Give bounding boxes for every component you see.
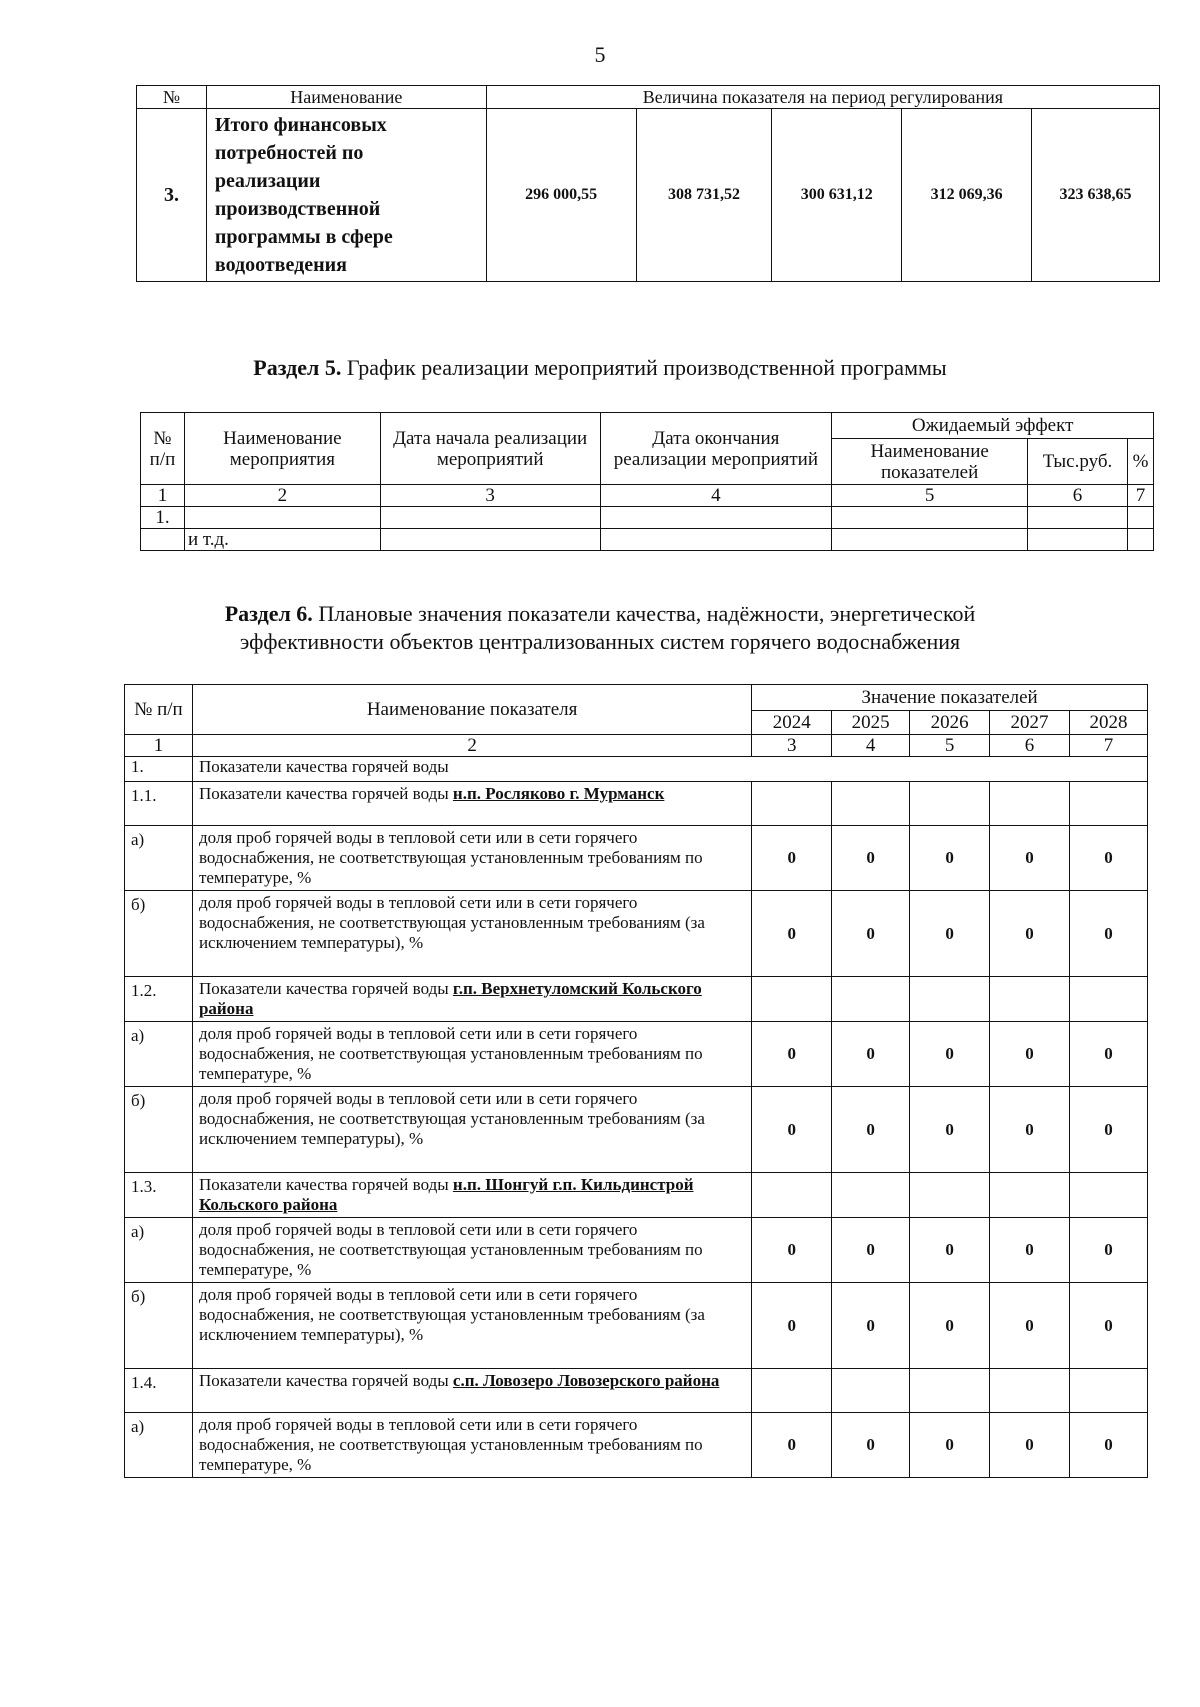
indicator-row (125, 1283, 1148, 1369)
indicator-value: 0 (752, 891, 832, 977)
empty-value-cell (832, 782, 910, 826)
empty-value-cell (832, 977, 910, 1022)
subgroup-prefix: Показатели качества горячей воды (198, 979, 453, 998)
header-indicator: Наименование показателей (832, 439, 1028, 485)
indicator-value: 0 (990, 826, 1070, 891)
indicator-value: 0 (752, 1283, 832, 1369)
header-thousand-rub: Тыс.руб. (1028, 439, 1128, 485)
subgroup-num: 1.4. (125, 1369, 193, 1413)
indicator-value: 0 (1070, 891, 1148, 977)
empty-value-cell (990, 1173, 1070, 1218)
value-cell: 296 000,55 (486, 109, 636, 282)
indicator-value: 0 (832, 1022, 910, 1087)
empty-value-cell (910, 977, 990, 1022)
indicator-text: доля проб горячей воды в тепловой сети или в сети горячего водоснабжения, не соответствующая установленным требованиям (за исключением температуры), % (192, 1283, 751, 1369)
indicator-value: 0 (832, 891, 910, 977)
empty-value-cell (752, 1369, 832, 1413)
header-year: 2026 (910, 711, 990, 735)
subgroup-location: н.п. Шонгуй г.п. Кильдинстрой Кольского района (198, 1175, 694, 1214)
section5-title: Раздел 5. График реализации мероприятий производственной программы (253, 355, 947, 380)
subgroup-num: 1.3. (125, 1173, 193, 1218)
quality-indicators-table (124, 684, 1148, 1478)
col-number: 2 (192, 735, 751, 757)
col-number: 3 (752, 735, 832, 757)
indicator-value: 0 (910, 1283, 990, 1369)
indicator-value: 0 (910, 1218, 990, 1283)
subgroup-location: г.п. Верхнетуломский Кольского района (198, 979, 702, 1018)
indicator-row (125, 1413, 1148, 1478)
indicator-value: 0 (910, 826, 990, 891)
indicator-row (125, 826, 1148, 891)
empty-value-cell (910, 782, 990, 826)
indicator-value: 0 (832, 1413, 910, 1478)
table-cell (832, 507, 1028, 529)
col-number: 4 (600, 485, 832, 507)
header-percent: % (1127, 439, 1153, 485)
table-cell (1127, 529, 1153, 551)
indicator-index: б) (125, 891, 193, 977)
indicator-value: 0 (832, 1218, 910, 1283)
indicator-index: б) (125, 1087, 193, 1173)
empty-value-cell (1070, 977, 1148, 1022)
indicator-text: доля проб горячей воды в тепловой сети или в сети горячего водоснабжения, не соответствующая установленным требованиям по температуре, % (192, 1413, 751, 1478)
subgroup-name (192, 1369, 751, 1413)
header-year: 2025 (832, 711, 910, 735)
empty-value-cell (752, 977, 832, 1022)
value-cell: 308 731,52 (636, 109, 772, 282)
indicator-index: б) (125, 1283, 193, 1369)
col-number: 7 (1127, 485, 1153, 507)
indicator-value: 0 (832, 1283, 910, 1369)
table-cell (832, 529, 1028, 551)
col-number: 1 (141, 485, 185, 507)
page-number: 5 (594, 42, 606, 67)
indicator-value: 0 (1070, 1087, 1148, 1173)
indicator-value: 0 (1070, 826, 1148, 891)
table-cell (600, 529, 832, 551)
table-cell (380, 529, 600, 551)
subgroup-num: 1.1. (125, 782, 193, 826)
empty-value-cell (910, 1173, 990, 1218)
indicator-value: 0 (1070, 1022, 1148, 1087)
empty-value-cell (990, 1369, 1070, 1413)
subgroup-name (192, 1173, 751, 1218)
subgroup-row (125, 977, 1148, 1022)
header-start-date: Дата начала реализации мероприятий (380, 413, 600, 485)
col-number: 7 (1070, 735, 1148, 757)
subgroup-prefix: Показатели качества горячей воды (198, 1371, 453, 1390)
subgroup-row (125, 1173, 1148, 1218)
indicator-value: 0 (990, 1022, 1070, 1087)
indicator-value: 0 (832, 1087, 910, 1173)
empty-value-cell (1070, 1173, 1148, 1218)
col-number: 3 (380, 485, 600, 507)
header-value: Величина показателя на период регулирования (486, 86, 1159, 109)
indicator-value: 0 (990, 1218, 1070, 1283)
group-name: Показатели качества горячей воды (192, 757, 1147, 782)
subgroup-name (192, 782, 751, 826)
indicator-row (125, 1218, 1148, 1283)
table-cell (600, 507, 832, 529)
indicator-value: 0 (832, 826, 910, 891)
subgroup-prefix: Показатели качества горячей воды (198, 784, 453, 803)
empty-value-cell (752, 1173, 832, 1218)
indicator-value: 0 (1070, 1283, 1148, 1369)
value-cell: 312 069,36 (902, 109, 1032, 282)
col-number: 6 (1028, 485, 1128, 507)
subgroup-num: 1.2. (125, 977, 193, 1022)
subgroup-location: с.п. Ловозеро Ловозерского района (452, 1371, 720, 1390)
indicator-value: 0 (990, 1087, 1070, 1173)
empty-value-cell (990, 782, 1070, 826)
row-num: 3. (137, 109, 207, 282)
indicator-value: 0 (990, 891, 1070, 977)
header-values: Значение показателей (752, 685, 1148, 711)
indicator-index: а) (125, 1413, 193, 1478)
indicator-value: 0 (752, 1218, 832, 1283)
subgroup-prefix: Показатели качества горячей воды (198, 1175, 453, 1194)
table-cell: 1. (141, 507, 185, 529)
header-num: № п/п (141, 413, 185, 485)
schedule-table (140, 412, 1154, 551)
indicator-value: 0 (910, 1022, 990, 1087)
col-number: 2 (184, 485, 380, 507)
indicator-row (125, 891, 1148, 977)
indicator-text: доля проб горячей воды в тепловой сети или в сети горячего водоснабжения, не соответствующая установленным требованиям по температуре, % (192, 1218, 751, 1283)
indicator-value: 0 (752, 1022, 832, 1087)
empty-value-cell (1070, 1369, 1148, 1413)
header-end-date: Дата окончания реализации мероприятий (600, 413, 832, 485)
indicator-index: а) (125, 1022, 193, 1087)
col-number: 6 (990, 735, 1070, 757)
subgroup-location: н.п. Росляково г. Мурманск (452, 784, 665, 803)
header-num: № п/п (125, 685, 193, 735)
section6-title: Раздел 6. Плановые значения показатели качества, надёжности, энергетической эффективности объектов централизованных систем горячего водоснабжения (224, 601, 976, 654)
indicator-value: 0 (752, 1087, 832, 1173)
table-cell (1127, 507, 1153, 529)
indicator-index: а) (125, 826, 193, 891)
empty-value-cell (990, 977, 1070, 1022)
header-indicator-name: Наименование показателя (192, 685, 751, 735)
header-name: Наименование (206, 86, 486, 109)
empty-value-cell (910, 1369, 990, 1413)
col-number: 5 (832, 485, 1028, 507)
indicator-text: доля проб горячей воды в тепловой сети или в сети горячего водоснабжения, не соответствующая установленным требованиям (за исключением температуры), % (192, 891, 751, 977)
subgroup-name (192, 977, 751, 1022)
indicator-value: 0 (910, 1087, 990, 1173)
table-cell (380, 507, 600, 529)
header-year: 2024 (752, 711, 832, 735)
financial-needs-table (136, 85, 1160, 282)
indicator-value: 0 (910, 891, 990, 977)
indicator-value: 0 (990, 1283, 1070, 1369)
header-expected-effect: Ожидаемый эффект (832, 413, 1154, 439)
table-cell (1028, 507, 1128, 529)
table-cell: и т.д. (184, 529, 380, 551)
indicator-value: 0 (752, 826, 832, 891)
indicator-value: 0 (1070, 1413, 1148, 1478)
table-cell (141, 529, 185, 551)
indicator-value: 0 (1070, 1218, 1148, 1283)
indicator-value: 0 (752, 1413, 832, 1478)
row-name: Итого финансовых потребностей по реализации производственной программы в сфере водоотведения (206, 109, 486, 282)
table-cell (184, 507, 380, 529)
indicator-value: 0 (910, 1413, 990, 1478)
value-cell: 300 631,12 (772, 109, 902, 282)
group-num: 1. (125, 757, 193, 782)
indicator-row (125, 1022, 1148, 1087)
empty-value-cell (1070, 782, 1148, 826)
subgroup-row (125, 1369, 1148, 1413)
col-number: 1 (125, 735, 193, 757)
empty-value-cell (752, 782, 832, 826)
empty-value-cell (832, 1173, 910, 1218)
header-num: № (137, 86, 207, 109)
indicator-index: а) (125, 1218, 193, 1283)
indicator-row (125, 1087, 1148, 1173)
indicator-text: доля проб горячей воды в тепловой сети или в сети горячего водоснабжения, не соответствующая установленным требованиям (за исключением температуры), % (192, 1087, 751, 1173)
header-year: 2028 (1070, 711, 1148, 735)
empty-value-cell (832, 1369, 910, 1413)
indicator-text: доля проб горячей воды в тепловой сети или в сети горячего водоснабжения, не соответствующая установленным требованиям по температуре, % (192, 826, 751, 891)
indicator-text: доля проб горячей воды в тепловой сети или в сети горячего водоснабжения, не соответствующая установленным требованиям по температуре, % (192, 1022, 751, 1087)
col-number: 5 (910, 735, 990, 757)
subgroup-row (125, 782, 1148, 826)
col-number: 4 (832, 735, 910, 757)
header-year: 2027 (990, 711, 1070, 735)
value-cell: 323 638,65 (1032, 109, 1160, 282)
table-cell (1028, 529, 1128, 551)
header-event-name: Наименование мероприятия (184, 413, 380, 485)
indicator-value: 0 (990, 1413, 1070, 1478)
